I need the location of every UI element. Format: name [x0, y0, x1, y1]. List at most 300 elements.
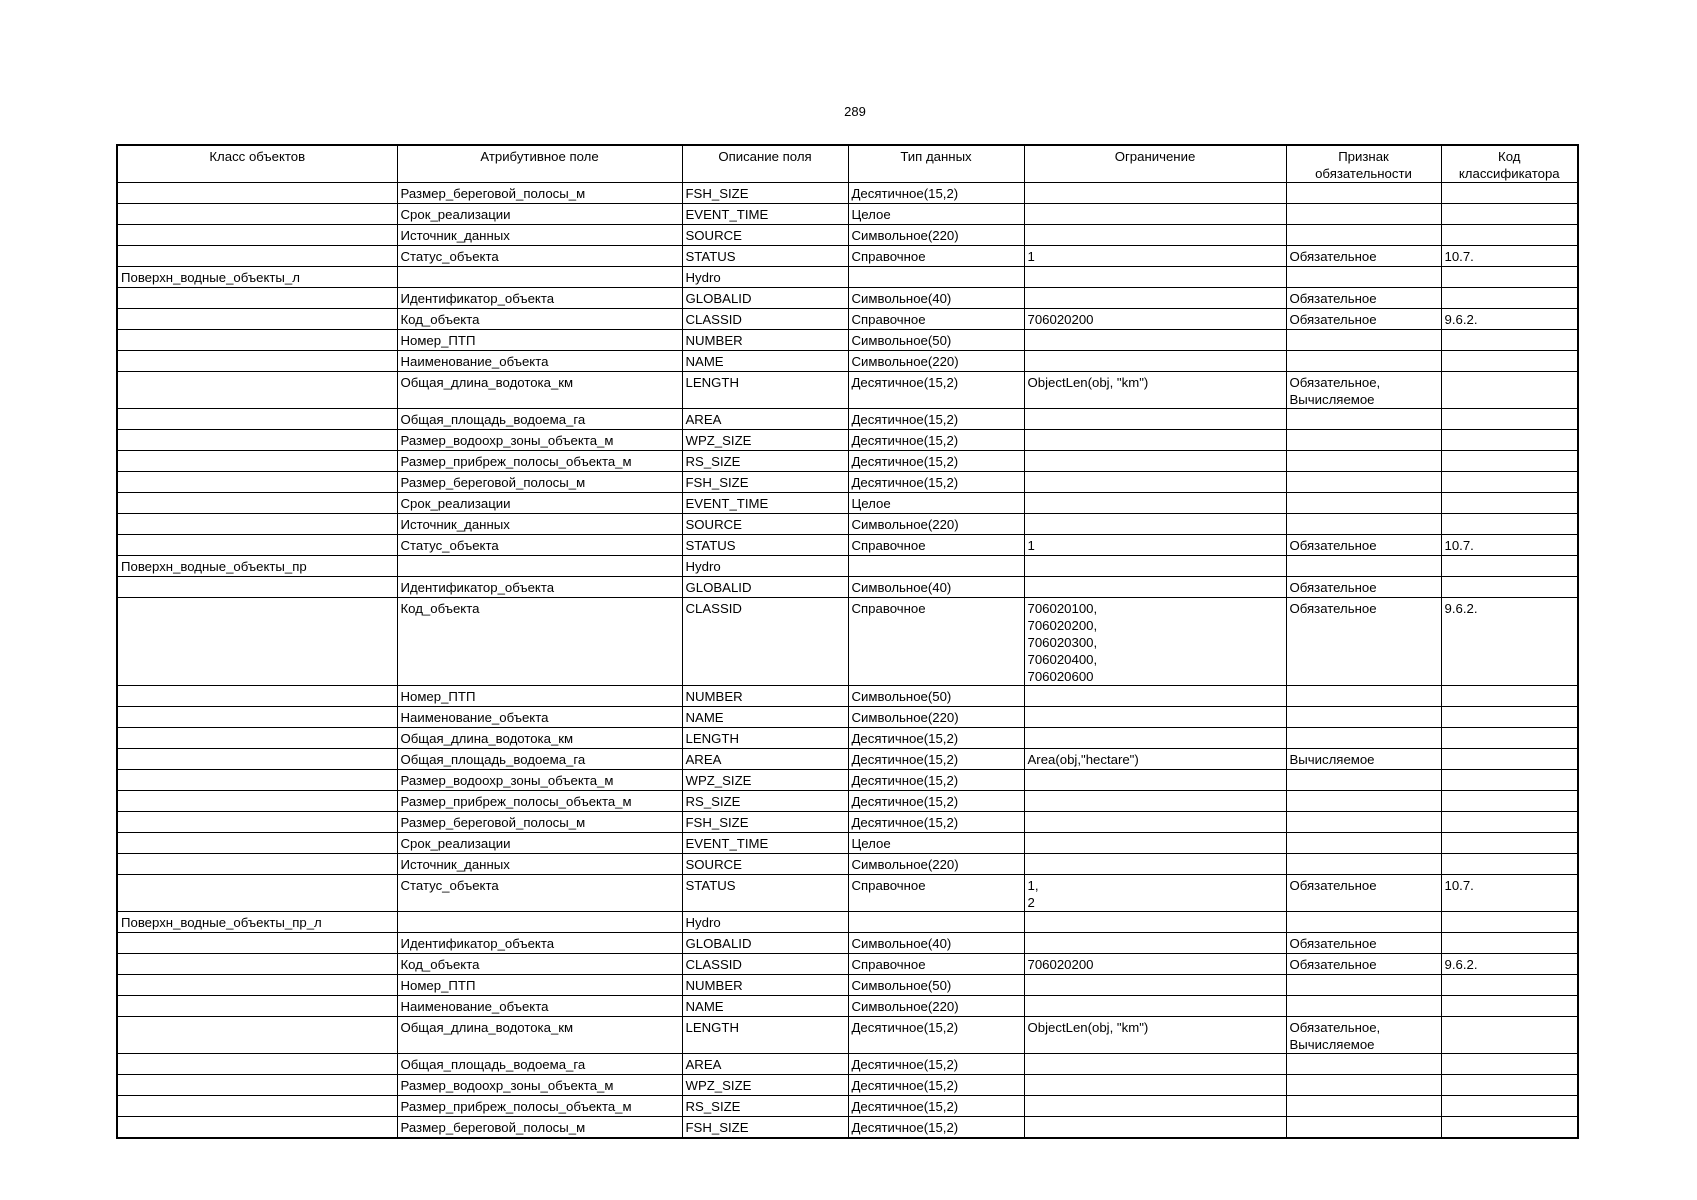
constraint-cell — [1024, 686, 1286, 707]
attribute-field-cell: Идентификатор_объекта — [397, 288, 682, 309]
classifier-code-cell — [1441, 1054, 1578, 1075]
object-class-cell — [117, 1017, 397, 1054]
object-class-cell — [117, 1075, 397, 1096]
constraint-cell — [1024, 933, 1286, 954]
classifier-code-cell: 9.6.2. — [1441, 598, 1578, 686]
table-row — [117, 996, 1578, 1017]
object-class-cell — [117, 933, 397, 954]
data-type-cell: Десятичное(15,2) — [848, 749, 1024, 770]
data-type-cell: Целое — [848, 833, 1024, 854]
field-description-cell: NAME — [682, 996, 848, 1017]
attribute-table — [116, 144, 1579, 1139]
constraint-cell — [1024, 975, 1286, 996]
classifier-code-cell: 10.7. — [1441, 246, 1578, 267]
mandatory-flag-cell — [1286, 1075, 1441, 1096]
mandatory-flag-cell — [1286, 812, 1441, 833]
mandatory-flag-cell — [1286, 728, 1441, 749]
attribute-field-cell: Срок_реализации — [397, 204, 682, 225]
constraint-cell — [1024, 472, 1286, 493]
field-description-cell: Hydro — [682, 912, 848, 933]
table-row — [117, 535, 1578, 556]
attribute-field-cell: Размер_прибреж_полосы_объекта_м — [397, 1096, 682, 1117]
attribute-field-cell: Размер_береговой_полосы_м — [397, 812, 682, 833]
classifier-code-cell — [1441, 204, 1578, 225]
mandatory-flag-cell — [1286, 351, 1441, 372]
constraint-cell — [1024, 912, 1286, 933]
classifier-code-cell — [1441, 183, 1578, 204]
data-type-cell: Символьное(220) — [848, 225, 1024, 246]
constraint-cell — [1024, 204, 1286, 225]
attribute-field-cell: Источник_данных — [397, 854, 682, 875]
mandatory-flag-cell — [1286, 1054, 1441, 1075]
object-class-cell — [117, 770, 397, 791]
constraint-cell — [1024, 430, 1286, 451]
constraint-cell: 706020100, 706020200, 706020300, 706020400, 706020600 — [1024, 598, 1286, 686]
object-class-cell — [117, 854, 397, 875]
mandatory-flag-cell: Обязательное — [1286, 954, 1441, 975]
field-description-cell: STATUS — [682, 535, 848, 556]
object-class-cell — [117, 954, 397, 975]
field-description-cell: AREA — [682, 1054, 848, 1075]
data-type-cell: Символьное(220) — [848, 854, 1024, 875]
data-type-cell: Десятичное(15,2) — [848, 1075, 1024, 1096]
field-description-cell: FSH_SIZE — [682, 1117, 848, 1138]
column-header-data-type: Тип данных — [848, 145, 1024, 183]
object-class-cell: Поверхн_водные_объекты_пр_л — [117, 912, 397, 933]
field-description-cell: EVENT_TIME — [682, 493, 848, 514]
object-class-cell — [117, 598, 397, 686]
attribute-field-cell: Размер_береговой_полосы_м — [397, 472, 682, 493]
table-row — [117, 1054, 1578, 1075]
classifier-code-cell — [1441, 556, 1578, 577]
object-class-cell — [117, 975, 397, 996]
constraint-cell: ObjectLen(obj, "km") — [1024, 1017, 1286, 1054]
object-class-cell — [117, 1054, 397, 1075]
object-class-cell — [117, 430, 397, 451]
classifier-code-cell — [1441, 1117, 1578, 1138]
mandatory-flag-cell — [1286, 330, 1441, 351]
classifier-code-cell — [1441, 472, 1578, 493]
object-class-cell — [117, 812, 397, 833]
field-description-cell: Hydro — [682, 267, 848, 288]
mandatory-flag-cell — [1286, 1117, 1441, 1138]
constraint-cell — [1024, 833, 1286, 854]
constraint-cell — [1024, 1075, 1286, 1096]
constraint-cell — [1024, 770, 1286, 791]
field-description-cell: Hydro — [682, 556, 848, 577]
classifier-code-cell — [1441, 728, 1578, 749]
attribute-field-cell: Срок_реализации — [397, 493, 682, 514]
field-description-cell: FSH_SIZE — [682, 183, 848, 204]
table-row — [117, 875, 1578, 912]
object-class-cell — [117, 204, 397, 225]
data-type-cell: Символьное(50) — [848, 686, 1024, 707]
field-description-cell: AREA — [682, 749, 848, 770]
table-row — [117, 749, 1578, 770]
classifier-code-cell — [1441, 1017, 1578, 1054]
mandatory-flag-cell — [1286, 912, 1441, 933]
field-description-cell: CLASSID — [682, 954, 848, 975]
data-type-cell — [848, 556, 1024, 577]
table-row — [117, 577, 1578, 598]
field-description-cell: WPZ_SIZE — [682, 770, 848, 791]
data-type-cell: Целое — [848, 493, 1024, 514]
table-row — [117, 351, 1578, 372]
mandatory-flag-cell — [1286, 556, 1441, 577]
table-row — [117, 267, 1578, 288]
mandatory-flag-cell: Обязательное — [1286, 933, 1441, 954]
attribute-field-cell: Статус_объекта — [397, 875, 682, 912]
classifier-code-cell — [1441, 351, 1578, 372]
constraint-cell — [1024, 1054, 1286, 1075]
field-description-cell: CLASSID — [682, 309, 848, 330]
attribute-field-cell: Номер_ПТП — [397, 686, 682, 707]
object-class-cell — [117, 728, 397, 749]
attribute-field-cell: Наименование_объекта — [397, 351, 682, 372]
constraint-cell — [1024, 183, 1286, 204]
field-description-cell: WPZ_SIZE — [682, 1075, 848, 1096]
attribute-field-cell: Идентификатор_объекта — [397, 577, 682, 598]
data-type-cell: Символьное(220) — [848, 996, 1024, 1017]
object-class-cell — [117, 493, 397, 514]
data-type-cell: Десятичное(15,2) — [848, 1096, 1024, 1117]
attribute-field-cell: Общая_площадь_водоема_га — [397, 749, 682, 770]
classifier-code-cell — [1441, 451, 1578, 472]
constraint-cell: 706020200 — [1024, 309, 1286, 330]
mandatory-flag-cell — [1286, 854, 1441, 875]
classifier-code-cell — [1441, 225, 1578, 246]
attribute-field-cell: Код_объекта — [397, 309, 682, 330]
mandatory-flag-cell — [1286, 472, 1441, 493]
table-row — [117, 204, 1578, 225]
constraint-cell — [1024, 556, 1286, 577]
classifier-code-cell — [1441, 686, 1578, 707]
table-row — [117, 791, 1578, 812]
mandatory-flag-cell — [1286, 770, 1441, 791]
constraint-cell — [1024, 812, 1286, 833]
field-description-cell: GLOBALID — [682, 288, 848, 309]
column-header-classifier-code: Код классификатора — [1441, 145, 1578, 183]
table-row — [117, 728, 1578, 749]
classifier-code-cell — [1441, 372, 1578, 409]
table-row — [117, 472, 1578, 493]
field-description-cell: EVENT_TIME — [682, 833, 848, 854]
attribute-field-cell — [397, 912, 682, 933]
classifier-code-cell — [1441, 996, 1578, 1017]
data-type-cell: Справочное — [848, 954, 1024, 975]
data-type-cell: Десятичное(15,2) — [848, 451, 1024, 472]
constraint-cell: Area(obj,"hectare") — [1024, 749, 1286, 770]
data-type-cell: Справочное — [848, 309, 1024, 330]
attribute-field-cell: Статус_объекта — [397, 535, 682, 556]
table-row — [117, 833, 1578, 854]
constraint-cell — [1024, 330, 1286, 351]
data-type-cell — [848, 912, 1024, 933]
field-description-cell: RS_SIZE — [682, 1096, 848, 1117]
mandatory-flag-cell — [1286, 833, 1441, 854]
attribute-field-cell — [397, 267, 682, 288]
attribute-field-cell: Общая_площадь_водоема_га — [397, 409, 682, 430]
attribute-field-cell: Наименование_объекта — [397, 996, 682, 1017]
constraint-cell — [1024, 854, 1286, 875]
data-type-cell: Символьное(40) — [848, 288, 1024, 309]
data-type-cell: Символьное(40) — [848, 577, 1024, 598]
object-class-cell — [117, 514, 397, 535]
data-type-cell: Символьное(220) — [848, 351, 1024, 372]
object-class-cell — [117, 225, 397, 246]
mandatory-flag-cell — [1286, 225, 1441, 246]
data-type-cell: Символьное(50) — [848, 330, 1024, 351]
attribute-field-cell: Код_объекта — [397, 598, 682, 686]
data-type-cell: Символьное(220) — [848, 514, 1024, 535]
table-row — [117, 1117, 1578, 1138]
constraint-cell — [1024, 1096, 1286, 1117]
table-row — [117, 1017, 1578, 1054]
classifier-code-cell — [1441, 833, 1578, 854]
mandatory-flag-cell — [1286, 183, 1441, 204]
data-type-cell: Десятичное(15,2) — [848, 1117, 1024, 1138]
mandatory-flag-cell: Обязательное, Вычисляемое — [1286, 372, 1441, 409]
attribute-field-cell: Размер_водоохр_зоны_объекта_м — [397, 770, 682, 791]
field-description-cell: CLASSID — [682, 598, 848, 686]
data-type-cell: Десятичное(15,2) — [848, 812, 1024, 833]
attribute-field-cell: Статус_объекта — [397, 246, 682, 267]
object-class-cell: Поверхн_водные_объекты_пр — [117, 556, 397, 577]
data-type-cell: Символьное(220) — [848, 707, 1024, 728]
object-class-cell: Поверхн_водные_объекты_л — [117, 267, 397, 288]
field-description-cell: STATUS — [682, 875, 848, 912]
classifier-code-cell — [1441, 975, 1578, 996]
object-class-cell — [117, 288, 397, 309]
mandatory-flag-cell — [1286, 791, 1441, 812]
column-header-field-description: Описание поля — [682, 145, 848, 183]
attribute-field-cell: Срок_реализации — [397, 833, 682, 854]
object-class-cell — [117, 409, 397, 430]
constraint-cell — [1024, 493, 1286, 514]
attribute-field-cell: Общая_длина_водотока_км — [397, 728, 682, 749]
data-type-cell: Десятичное(15,2) — [848, 372, 1024, 409]
field-description-cell: WPZ_SIZE — [682, 430, 848, 451]
attribute-field-cell: Источник_данных — [397, 225, 682, 246]
field-description-cell: LENGTH — [682, 372, 848, 409]
classifier-code-cell — [1441, 330, 1578, 351]
field-description-cell: LENGTH — [682, 1017, 848, 1054]
classifier-code-cell — [1441, 1075, 1578, 1096]
attribute-field-cell: Общая_длина_водотока_км — [397, 1017, 682, 1054]
object-class-cell — [117, 535, 397, 556]
mandatory-flag-cell: Обязательное — [1286, 535, 1441, 556]
classifier-code-cell — [1441, 912, 1578, 933]
mandatory-flag-cell — [1286, 1096, 1441, 1117]
constraint-cell — [1024, 409, 1286, 430]
classifier-code-cell: 9.6.2. — [1441, 309, 1578, 330]
attribute-field-cell: Размер_водоохр_зоны_объекта_м — [397, 1075, 682, 1096]
attribute-field-cell: Размер_прибреж_полосы_объекта_м — [397, 451, 682, 472]
constraint-cell — [1024, 1117, 1286, 1138]
table-row — [117, 288, 1578, 309]
mandatory-flag-cell — [1286, 430, 1441, 451]
attribute-field-cell: Код_объекта — [397, 954, 682, 975]
mandatory-flag-cell: Обязательное — [1286, 577, 1441, 598]
classifier-code-cell — [1441, 514, 1578, 535]
constraint-cell: 1 — [1024, 246, 1286, 267]
object-class-cell — [117, 1117, 397, 1138]
field-description-cell: NUMBER — [682, 975, 848, 996]
classifier-code-cell: 10.7. — [1441, 535, 1578, 556]
mandatory-flag-cell — [1286, 204, 1441, 225]
table-row — [117, 686, 1578, 707]
object-class-cell — [117, 686, 397, 707]
field-description-cell: SOURCE — [682, 225, 848, 246]
field-description-cell: SOURCE — [682, 854, 848, 875]
object-class-cell — [117, 1096, 397, 1117]
table-row — [117, 954, 1578, 975]
classifier-code-cell — [1441, 409, 1578, 430]
classifier-code-cell — [1441, 1096, 1578, 1117]
constraint-cell — [1024, 514, 1286, 535]
table-row — [117, 409, 1578, 430]
constraint-cell: 1 — [1024, 535, 1286, 556]
object-class-cell — [117, 472, 397, 493]
mandatory-flag-cell: Обязательное — [1286, 875, 1441, 912]
data-type-cell: Справочное — [848, 246, 1024, 267]
table-row — [117, 598, 1578, 686]
field-description-cell: GLOBALID — [682, 933, 848, 954]
table-row — [117, 556, 1578, 577]
attribute-field-cell: Номер_ПТП — [397, 975, 682, 996]
field-description-cell: GLOBALID — [682, 577, 848, 598]
table-row — [117, 854, 1578, 875]
table-row — [117, 430, 1578, 451]
mandatory-flag-cell: Обязательное — [1286, 309, 1441, 330]
table-row — [117, 707, 1578, 728]
constraint-cell — [1024, 451, 1286, 472]
constraint-cell — [1024, 288, 1286, 309]
constraint-cell — [1024, 996, 1286, 1017]
mandatory-flag-cell — [1286, 493, 1441, 514]
classifier-code-cell — [1441, 770, 1578, 791]
constraint-cell: 1, 2 — [1024, 875, 1286, 912]
table-row — [117, 451, 1578, 472]
data-type-cell — [848, 267, 1024, 288]
object-class-cell — [117, 791, 397, 812]
constraint-cell — [1024, 267, 1286, 288]
field-description-cell: STATUS — [682, 246, 848, 267]
attribute-field-cell: Размер_береговой_полосы_м — [397, 183, 682, 204]
field-description-cell: RS_SIZE — [682, 451, 848, 472]
table-header-row — [117, 145, 1578, 183]
column-header-object-class: Класс объектов — [117, 145, 397, 183]
table-row — [117, 225, 1578, 246]
constraint-cell: 706020200 — [1024, 954, 1286, 975]
field-description-cell: LENGTH — [682, 728, 848, 749]
table-row — [117, 183, 1578, 204]
attribute-field-cell: Общая_длина_водотока_км — [397, 372, 682, 409]
field-description-cell: AREA — [682, 409, 848, 430]
table-row — [117, 246, 1578, 267]
object-class-cell — [117, 309, 397, 330]
mandatory-flag-cell — [1286, 975, 1441, 996]
mandatory-flag-cell — [1286, 267, 1441, 288]
classifier-code-cell: 10.7. — [1441, 875, 1578, 912]
classifier-code-cell — [1441, 933, 1578, 954]
attribute-field-cell: Общая_площадь_водоема_га — [397, 1054, 682, 1075]
classifier-code-cell — [1441, 791, 1578, 812]
attribute-field-cell: Источник_данных — [397, 514, 682, 535]
field-description-cell: EVENT_TIME — [682, 204, 848, 225]
object-class-cell — [117, 183, 397, 204]
table-row — [117, 1075, 1578, 1096]
table-row — [117, 912, 1578, 933]
table-row — [117, 514, 1578, 535]
mandatory-flag-cell — [1286, 996, 1441, 1017]
field-description-cell: SOURCE — [682, 514, 848, 535]
table-row — [117, 812, 1578, 833]
mandatory-flag-cell — [1286, 686, 1441, 707]
field-description-cell: NUMBER — [682, 330, 848, 351]
data-type-cell: Справочное — [848, 598, 1024, 686]
column-header-constraint: Ограничение — [1024, 145, 1286, 183]
mandatory-flag-cell: Обязательное — [1286, 246, 1441, 267]
data-type-cell: Десятичное(15,2) — [848, 409, 1024, 430]
table-row — [117, 933, 1578, 954]
constraint-cell — [1024, 728, 1286, 749]
data-type-cell: Десятичное(15,2) — [848, 183, 1024, 204]
table-row — [117, 975, 1578, 996]
mandatory-flag-cell — [1286, 707, 1441, 728]
object-class-cell — [117, 330, 397, 351]
constraint-cell — [1024, 707, 1286, 728]
table-body — [117, 183, 1578, 1138]
field-description-cell: FSH_SIZE — [682, 472, 848, 493]
object-class-cell — [117, 833, 397, 854]
table-row — [117, 330, 1578, 351]
classifier-code-cell — [1441, 493, 1578, 514]
object-class-cell — [117, 875, 397, 912]
field-description-cell: FSH_SIZE — [682, 812, 848, 833]
classifier-code-cell — [1441, 854, 1578, 875]
column-header-mandatory-flag: Признак обязательности — [1286, 145, 1441, 183]
classifier-code-cell — [1441, 577, 1578, 598]
data-type-cell: Десятичное(15,2) — [848, 1054, 1024, 1075]
classifier-code-cell: 9.6.2. — [1441, 954, 1578, 975]
mandatory-flag-cell — [1286, 451, 1441, 472]
classifier-code-cell — [1441, 288, 1578, 309]
page-number: 289 — [844, 104, 866, 119]
classifier-code-cell — [1441, 812, 1578, 833]
data-type-cell: Символьное(40) — [848, 933, 1024, 954]
object-class-cell — [117, 351, 397, 372]
object-class-cell — [117, 707, 397, 728]
table-row — [117, 372, 1578, 409]
table-row — [117, 493, 1578, 514]
data-type-cell: Десятичное(15,2) — [848, 1017, 1024, 1054]
constraint-cell — [1024, 577, 1286, 598]
constraint-cell — [1024, 351, 1286, 372]
data-type-cell: Справочное — [848, 535, 1024, 556]
attribute-field-cell: Размер_прибреж_полосы_объекта_м — [397, 791, 682, 812]
data-type-cell: Десятичное(15,2) — [848, 791, 1024, 812]
data-type-cell: Десятичное(15,2) — [848, 472, 1024, 493]
classifier-code-cell — [1441, 707, 1578, 728]
data-type-cell: Десятичное(15,2) — [848, 430, 1024, 451]
table-row — [117, 309, 1578, 330]
data-type-cell: Целое — [848, 204, 1024, 225]
mandatory-flag-cell — [1286, 409, 1441, 430]
object-class-cell — [117, 996, 397, 1017]
constraint-cell: ObjectLen(obj, "km") — [1024, 372, 1286, 409]
attribute-field-cell: Размер_водоохр_зоны_объекта_м — [397, 430, 682, 451]
